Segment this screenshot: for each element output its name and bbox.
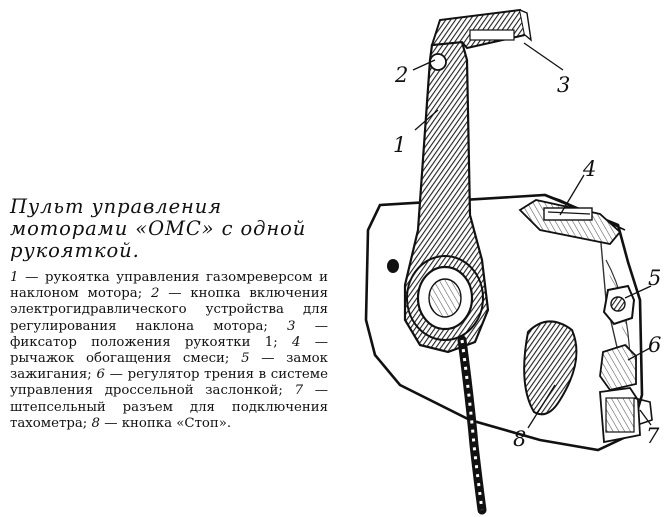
callout-1: 1 bbox=[393, 133, 407, 157]
legend-number: 8 bbox=[91, 415, 100, 431]
legend-number: 4 bbox=[291, 334, 301, 350]
legend-number: 2 bbox=[150, 286, 160, 302]
legend-text: замок зажигания; bbox=[10, 351, 328, 383]
legend-number: 6 bbox=[96, 367, 105, 383]
mounting-hole-icon bbox=[387, 259, 399, 273]
callout-4: 4 bbox=[583, 157, 597, 181]
friction-regulator bbox=[600, 345, 636, 390]
legend-number: 5 bbox=[241, 351, 250, 367]
legend-text: штепсельный разъем для подключения тахометра; bbox=[10, 399, 328, 431]
ignition-lock bbox=[604, 286, 634, 324]
legend-text: кнопка «Стоп». bbox=[121, 415, 232, 431]
parts-legend: 1 — рукоятка управления газомреверсом и наклоном мотора; 2 — кнопка включения электрогидравлического устройства для регулирования наклона мотора; 3 — фиксатор положения рукоятки 1; 4 — рычажок обогащения смеси; 5 — замок зажигания; 6 — регулятор трения в системе управления дроссельной заслонкой; 7 — штепсельный разъем для подключения тахометра; 8 — кнопка «Стоп». bbox=[10, 270, 329, 431]
callout-6: 6 bbox=[648, 333, 662, 357]
legend-number: 7 bbox=[294, 383, 304, 399]
callout-7: 7 bbox=[646, 424, 660, 448]
legend-text: рычажок обогащения смеси; bbox=[10, 351, 230, 367]
legend-text: регулятор трения в системе управления дроссельной заслонкой; bbox=[10, 367, 329, 399]
callout-3: 3 bbox=[557, 73, 571, 97]
tilt-button-icon bbox=[430, 54, 446, 70]
caption-title: Пульт управления моторами «ОМС» с одной рукояткой. bbox=[10, 195, 307, 262]
callout-5: 5 bbox=[648, 266, 662, 290]
leader-line bbox=[524, 43, 563, 70]
legend-text: кнопка включения электрогидравлического устройства для регулирования наклона мотора; bbox=[10, 286, 328, 334]
legend-number: 1 bbox=[10, 270, 19, 285]
callout-2: 2 bbox=[395, 63, 409, 87]
legend-number: 3 bbox=[287, 318, 296, 334]
legend-text: рукоятка управления газомреверсом и наклоном мотора; bbox=[10, 270, 328, 302]
handle-lock-icon bbox=[470, 30, 514, 40]
legend-text: фиксатор положения рукоятки 1; bbox=[10, 334, 278, 350]
callout-8: 8 bbox=[513, 427, 527, 451]
